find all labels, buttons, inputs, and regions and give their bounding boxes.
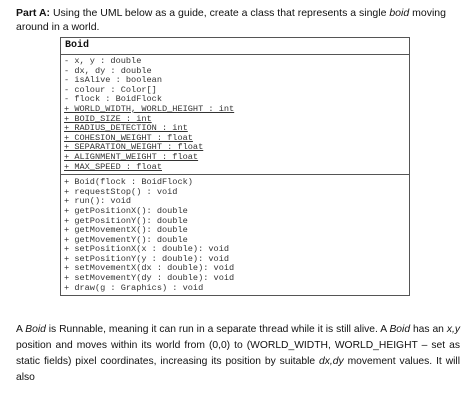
para-text-d: position and moves within its world from (0,0) to (WORLD_WIDTH, WORLD_HEIGHT – set as static fields) pixel coordinates, increasing its position by suitable <box>16 340 460 367</box>
uml-method: + run(): void <box>64 196 132 207</box>
uml-field: + ALIGNMENT_WEIGHT : float <box>64 151 199 162</box>
uml-method: + Boid(flock : BoidFlock) <box>64 177 193 188</box>
part-a-instructions <box>16 6 464 34</box>
para-text-a: A <box>16 324 26 335</box>
uml-method: + getPositionX(): double <box>64 205 188 216</box>
uml-field: - colour : Color[] <box>64 84 157 95</box>
uml-field: + SEPARATION_WEIGHT : float <box>64 142 204 153</box>
para-boid-1: Boid <box>25 324 46 335</box>
uml-method: + setMovementX(dx : double): void <box>64 263 235 274</box>
uml-field: - isAlive : boolean <box>64 75 162 86</box>
uml-method: + setMovementY(dy : double): void <box>64 273 235 284</box>
uml-method: + getMovementX(): double <box>64 225 188 236</box>
uml-method: + getMovementY(): double <box>64 234 188 245</box>
para-text-e: movement values. It will also <box>16 356 460 383</box>
uml-field: + MAX_SPEED : float <box>64 161 162 172</box>
uml-field: - x, y : double <box>64 56 142 66</box>
para-dxdy: dx,dy <box>319 356 344 367</box>
uml-field: + RADIUS_DETECTION : int <box>64 123 188 134</box>
intro-text-1: Using the UML below as a guide, create a class that represents a single <box>50 7 390 19</box>
uml-fields-section <box>61 55 409 175</box>
uml-method: + setPositionX(x : double): void <box>64 244 230 255</box>
intro-emph: boid <box>389 7 410 19</box>
uml-field: - flock : BoidFlock <box>64 94 162 105</box>
uml-method: + requestStop() : void <box>64 186 178 197</box>
intro-text-2: moving around in a world. <box>16 7 446 33</box>
uml-class-name: Boid <box>61 38 409 55</box>
uml-field: + COHESION_WEIGHT : float <box>64 132 193 143</box>
part-label: Part A: <box>16 7 51 19</box>
description-paragraph <box>16 322 460 386</box>
uml-method: + setPositionY(y : double): void <box>64 253 230 264</box>
uml-class-diagram <box>60 37 410 296</box>
para-boid-2: Boid <box>389 324 411 335</box>
para-text-c: has an <box>410 324 447 335</box>
uml-field: - dx, dy : double <box>64 65 152 76</box>
para-xy: x,y <box>446 324 460 335</box>
uml-method: + getPositionY(): double <box>64 215 188 226</box>
uml-method: + draw(g : Graphics) : void <box>64 282 204 293</box>
uml-field: + BOID_SIZE : int <box>64 113 152 124</box>
uml-methods-section <box>61 175 409 295</box>
para-text-b: is Runnable, meaning it can run in a separate thread while it is still alive. A <box>45 324 390 335</box>
uml-field: + WORLD_WIDTH, WORLD_HEIGHT : int <box>64 103 235 114</box>
